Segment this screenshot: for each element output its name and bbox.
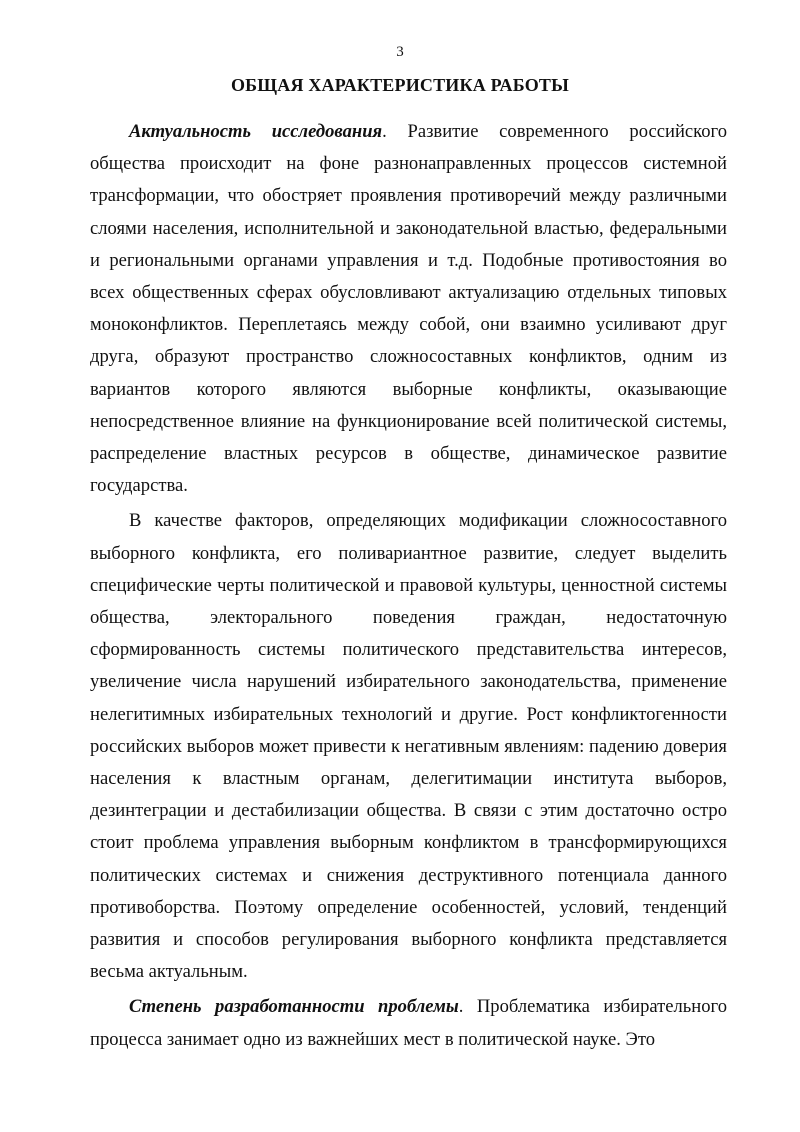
body-text [90,116,727,1059]
page-number: 3 [396,44,404,60]
paragraph-relevance [90,116,727,502]
paragraph-factors [90,505,727,988]
paragraph-text-relevance: . Развитие современного российского общества происходит на фоне разнонаправленных процессов системной трансформации, что обостряет проявления противоречий между различными слоями населения, исполнительной и законодательной властью, федеральными и региональными органами управления и т.д. Подобные противостояния во всех общественных сферах обусловливают актуализацию отдельных типовых моноконфликтов. Переплетаясь между собой, они взаимно усиливают друг друга, образуют пространство сложносоставных конфликтов, одним из вариантов которого являются выборные конфликты, оказывающие непосредственное влияние на функционирование всей политической системы, распределение властных ресурсов в обществе, динамическое развитие государства. [90,121,727,497]
paragraph-text-factors: В качестве факторов, определяющих модификации сложносоставного выборного конфликта, его поливариантное развитие, следует выделить специфические черты политической и правовой культуры, ценностной системы общества, электорального поведения граждан, недостаточную сформированность системы политического представительства интересов, увеличение числа нарушений избирательного законодательства, применение нелегитимных избирательных технологий и другие. Рост конфликтогенности российских выборов может привести к негативным явлениям: падению доверия населения к властным органам, делегитимации института выборов, дезинтеграции и дестабилизации общества. В связи с этим достаточно остро стоит проблема управления выборным конфликтом в трансформирующихся политических системах и снижения деструктивного потенциала данного противоборства. Поэтому определение особенностей, условий, тенденций развития и способов регулирования выборного конфликта представляется весьма актуальным. [90,510,727,983]
paragraph-lead-elaboration: Степень разработанности проблемы [129,996,459,1018]
section-heading: ОБЩАЯ ХАРАКТЕРИСТИКА РАБОТЫ [230,75,570,95]
paragraph-elaboration [90,991,727,1055]
paragraph-text-elaboration: . Проблематика избирательного процесса занимает одно из важнейших мест в политической науке. Это [90,996,727,1050]
paragraph-lead-relevance: Актуальность исследования [129,121,383,142]
